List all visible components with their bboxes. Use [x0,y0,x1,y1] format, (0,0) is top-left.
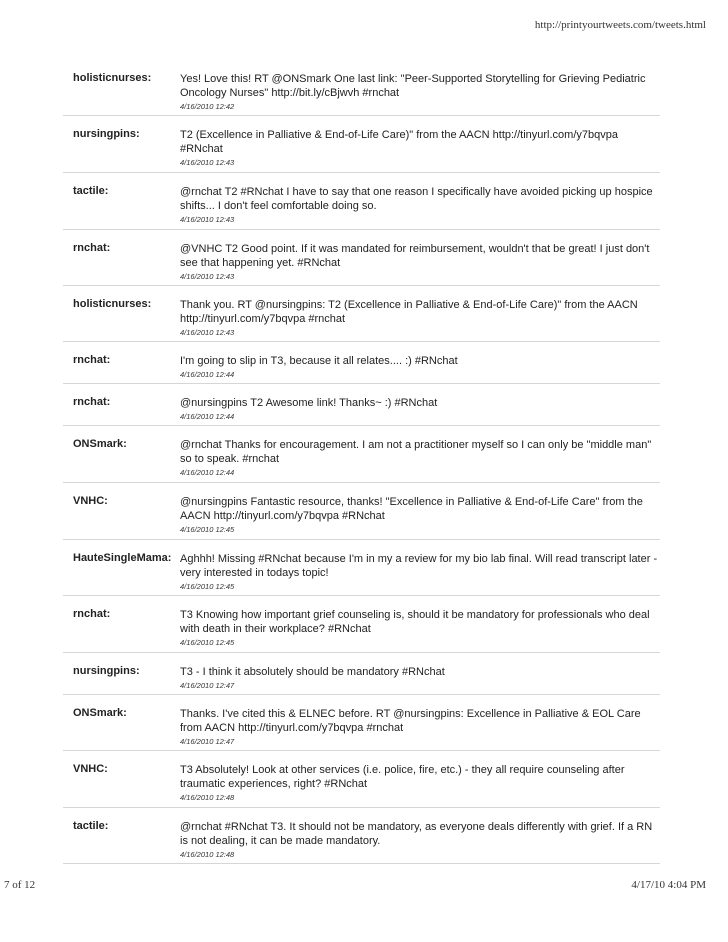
tweet-row [63,384,660,426]
tweet-time: 4/16/2010 12:48 [180,793,235,802]
tweet-row [63,540,660,596]
tweet-user: rnchat: [73,608,111,620]
tweet-time: 4/16/2010 12:44 [180,412,235,421]
tweet-time: 4/16/2010 12:42 [180,102,235,111]
tweet-text: @rnchat T2 #RNchat I have to say that one reason I specifically have avoided picking up hospice shifts... I don't feel comfortable doing so. [180,186,653,212]
tweet-row [63,751,660,808]
tweet-time: 4/16/2010 12:45 [180,582,235,591]
tweet-row [63,286,660,342]
tweet-user: tactile: [73,185,109,197]
tweet-text: T3 Knowing how important grief counseling is, should it be mandatory for professionals who deal with death in their workplace? #RNchat [180,609,650,635]
tweet-time: 4/16/2010 12:44 [180,468,235,477]
tweet-row [63,342,660,384]
tweet-row [63,808,660,864]
tweet-text: I'm going to slip in T3, because it all relates.... :) #RNchat [180,355,458,367]
tweet-row [63,653,660,695]
tweet-user: HauteSingleMama: [73,552,172,564]
page-url: http://printyourtweets.com/tweets.html [534,19,706,31]
tweet-time: 4/16/2010 12:47 [180,681,235,690]
tweet-user: ONSmark: [73,438,127,450]
tweet-row [63,483,660,540]
tweet-row [63,116,660,173]
tweet-user: nursingpins: [73,665,140,677]
tweet-time: 4/16/2010 12:43 [180,215,235,224]
tweet-time: 4/16/2010 12:43 [180,272,235,281]
tweet-user: rnchat: [73,354,111,366]
tweet-text: Yes! Love this! RT @ONSmark One last link: "Peer-Supported Storytelling for Grieving Pediatric Oncology Nurses" http://bit.ly/cBjwvh #rnchat [180,73,646,99]
tweet-text: T2 (Excellence in Palliative & End-of-Life Care)" from the AACN http://tinyurl.com/y7bqvpa #RNchat [180,129,618,155]
tweet-text: Aghhh! Missing #RNchat because I'm in my a review for my bio lab final. Will read transcript later - very interested in todays topic! [180,553,658,579]
tweet-row [63,596,660,653]
tweet-user: VNHC: [73,495,108,507]
tweet-text: @nursingpins T2 Awesome link! Thanks~ :) #RNchat [180,397,438,409]
tweet-user: VNHC: [73,763,108,775]
tweet-text: @rnchat Thanks for encouragement. I am not a practitioner myself so I can only be "middle man" so to speak. #rnchat [180,439,652,465]
tweet-time: 4/16/2010 12:43 [180,158,235,167]
tweet-time: 4/16/2010 12:48 [180,850,235,859]
tweet-row [63,695,660,751]
tweet-user: tactile: [73,820,109,832]
tweet-time: 4/16/2010 12:45 [180,638,235,647]
page-number: 7 of 12 [4,879,36,891]
tweet-user: holisticnurses: [73,72,152,84]
tweet-text: Thank you. RT @nursingpins: T2 (Excellence in Palliative & End-of-Life Care)" from the AACN http://tinyurl.com/y7bqvpa #rnchat [180,299,638,325]
tweet-time: 4/16/2010 12:43 [180,328,235,337]
tweet-user: rnchat: [73,396,111,408]
tweet-time: 4/16/2010 12:45 [180,525,235,534]
tweet-text: @rnchat #RNchat T3. It should not be mandatory, as everyone deals differently with grief. If a RN is not dealing, it can be made mandatory. [180,821,653,847]
tweet-text: T3 Absolutely! Look at other services (i.e. police, fire, etc.) - they all require counseling after traumatic experiences, right? #RNchat [180,764,625,790]
tweet-text: @nursingpins Fantastic resource, thanks! "Excellence in Palliative & End-of-Life Care" from the AACN http://tinyurl.com/y7bqvpa #RNchat [180,496,643,522]
tweet-list [63,60,660,864]
tweet-row [63,426,660,483]
tweet-row [63,230,660,286]
tweet-user: rnchat: [73,242,111,254]
tweet-time: 4/16/2010 12:47 [180,737,235,746]
tweet-user: holisticnurses: [73,298,152,310]
tweet-text: T3 - I think it absolutely should be mandatory #RNchat [180,666,445,678]
tweet-row [63,60,660,116]
tweet-text: Thanks. I've cited this & ELNEC before. RT @nursingpins: Excellence in Palliative & EOL Care from AACN http://tinyurl.com/y7bqvpa #rnchat [180,708,641,734]
tweet-user: nursingpins: [73,128,140,140]
print-datetime: 4/17/10 4:04 PM [631,879,706,891]
tweet-row [63,173,660,230]
tweet-text: @VNHC T2 Good point. If it was mandated for reimbursement, wouldn't that be great! I just don't see that happening yet. #RNchat [180,243,650,269]
tweet-user: ONSmark: [73,707,127,719]
tweet-time: 4/16/2010 12:44 [180,370,235,379]
